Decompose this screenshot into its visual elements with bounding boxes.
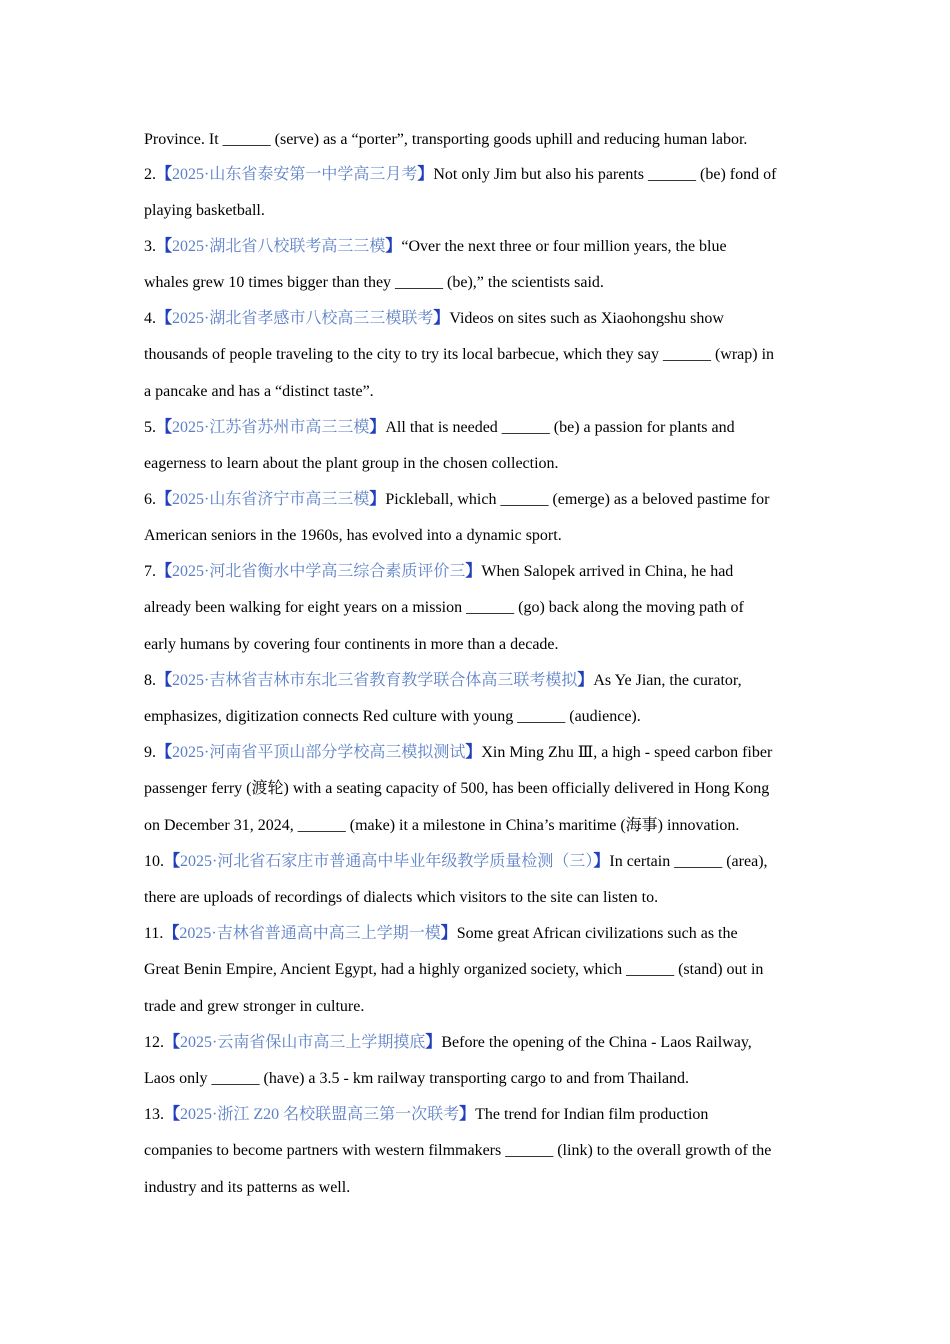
question-number: 6. — [144, 491, 156, 508]
question-text: “Over the next three or four million years, the blue — [401, 238, 727, 255]
question-text: industry and its patterns as well. — [144, 1179, 351, 1196]
question-number: 7. — [144, 563, 156, 580]
question-number: 12. — [144, 1034, 164, 1051]
question-number: 10. — [144, 853, 164, 870]
question-source: 2025·湖北省八校联考高三三模 — [172, 238, 386, 255]
question-text: a pancake and has a “distinct taste”. — [144, 383, 374, 400]
question-text: The trend for Indian film production — [475, 1106, 709, 1123]
question-text: As Ye Jian, the curator, — [593, 672, 742, 689]
document-page — [144, 122, 810, 1206]
question-source: 2025·河北省衡水中学高三综合素质评价三 — [172, 563, 466, 580]
question-5: 5.【2025·江苏省苏州市高三三模】All that is needed ______ (be) a passion for plants and — [144, 419, 735, 436]
question-text: passenger ferry (渡轮) with a seating capacity of 500, has been officially delivered in Hong Kong — [144, 780, 770, 797]
question-text: Not only Jim but also his parents ______ (be) fond of — [433, 166, 777, 183]
question-text: there are uploads of recordings of dialects which visitors to the site can listen to. — [144, 889, 659, 906]
question-text: Before the opening of the China - Laos Railway, — [441, 1034, 752, 1051]
question-8: 8.【2025·吉林省吉林市东北三省教育教学联合体高三联考模拟】As Ye Jian, the curator, — [144, 672, 742, 689]
question-text: companies to become partners with western filmmakers ______ (link) to the overall growth of the — [144, 1142, 772, 1159]
question-number: 11. — [144, 925, 164, 942]
question-text: already been walking for eight years on a mission ______ (go) back along the moving path of — [144, 599, 744, 616]
question-source: 2025·山东省泰安第一中学高三月考 — [172, 166, 418, 183]
question-number: 5. — [144, 419, 156, 436]
question-7: 7.【2025·河北省衡水中学高三综合素质评价三】When Salopek arrived in China, he had — [144, 563, 734, 580]
question-6: 6.【2025·山东省济宁市高三三模】Pickleball, which ______ (emerge) as a beloved pastime for — [144, 491, 770, 508]
question-text: When Salopek arrived in China, he had — [481, 563, 734, 580]
question-text: playing basketball. — [144, 202, 265, 219]
question-source: 2025·江苏省苏州市高三三模 — [172, 419, 370, 436]
question-text: eagerness to learn about the plant group in the chosen collection. — [144, 455, 559, 472]
continuation-line: Province. It ______ (serve) as a “porter”, transporting goods uphill and reducing human labor. — [144, 131, 748, 148]
question-source: 2025·吉林省吉林市东北三省教育教学联合体高三联考模拟 — [172, 672, 578, 689]
question-source: 2025·河南省平顶山部分学校高三模拟测试 — [172, 744, 466, 761]
question-number: 2. — [144, 166, 156, 183]
question-text: Laos only ______ (have) a 3.5 - km railway transporting cargo to and from Thailand. — [144, 1070, 690, 1087]
question-text: Some great African civilizations such as the — [456, 925, 738, 942]
question-text: Xin Ming Zhu Ⅲ, a high - speed carbon fiber — [481, 744, 773, 761]
question-text: trade and grew stronger in culture. — [144, 998, 365, 1015]
question-12: 12.【2025·云南省保山市高三上学期摸底】Before the opening of the China - Laos Railway, — [144, 1034, 752, 1051]
question-text: emphasizes, digitization connects Red culture with young ______ (audience). — [144, 708, 641, 725]
question-text: Pickleball, which ______ (emerge) as a beloved pastime for — [385, 491, 770, 508]
question-source: 2025·山东省济宁市高三三模 — [172, 491, 370, 508]
question-text: on December 31, 2024, ______ (make) it a milestone in China’s maritime (海事) innovation. — [144, 817, 740, 834]
question-source: 2025·云南省保山市高三上学期摸底 — [180, 1034, 426, 1051]
question-3: 3.【2025·湖北省八校联考高三三模】“Over the next three or four million years, the blue — [144, 238, 727, 255]
question-number: 4. — [144, 310, 156, 327]
question-source: 2025·河北省石家庄市普通高中毕业年级教学质量检测（三） — [180, 853, 594, 870]
question-text: thousands of people traveling to the city to try its local barbecue, which they say ______ (wrap) in — [144, 346, 775, 363]
question-text: Videos on sites such as Xiaohongshu show — [449, 310, 724, 327]
question-2: 2.【2025·山东省泰安第一中学高三月考】Not only Jim but also his parents ______ (be) fond of — [144, 166, 777, 183]
question-text: American seniors in the 1960s, has evolved into a dynamic sport. — [144, 527, 562, 544]
question-13: 13.【2025·浙江 Z20 名校联盟高三第一次联考】The trend for Indian film production — [144, 1106, 709, 1123]
question-9: 9.【2025·河南省平顶山部分学校高三模拟测试】Xin Ming Zhu Ⅲ, a high - speed carbon fiber — [144, 744, 773, 761]
question-text: early humans by covering four continents in more than a decade. — [144, 636, 559, 653]
question-text: whales grew 10 times bigger than they ______ (be),” the scientists said. — [144, 274, 604, 291]
question-11: 11.【2025·吉林省普通高中高三上学期一模】Some great African civilizations such as the — [144, 925, 738, 942]
question-source: 2025·湖北省孝感市八校高三三模联考 — [172, 310, 434, 327]
question-text: All that is needed ______ (be) a passion for plants and — [385, 419, 735, 436]
question-number: 13. — [144, 1106, 164, 1123]
question-number: 3. — [144, 238, 156, 255]
question-number: 8. — [144, 672, 156, 689]
question-10: 10.【2025·河北省石家庄市普通高中毕业年级教学质量检测（三）】In certain ______ (area), — [144, 853, 768, 870]
question-text: Great Benin Empire, Ancient Egypt, had a highly organized society, which ______ (stand) out in — [144, 961, 764, 978]
question-number: 9. — [144, 744, 156, 761]
question-4: 4.【2025·湖北省孝感市八校高三三模联考】Videos on sites such as Xiaohongshu show — [144, 310, 724, 327]
question-source: 2025·吉林省普通高中高三上学期一模 — [179, 925, 441, 942]
question-text: In certain ______ (area), — [609, 853, 768, 870]
question-source: 2025·浙江 Z20 名校联盟高三第一次联考 — [180, 1106, 460, 1123]
